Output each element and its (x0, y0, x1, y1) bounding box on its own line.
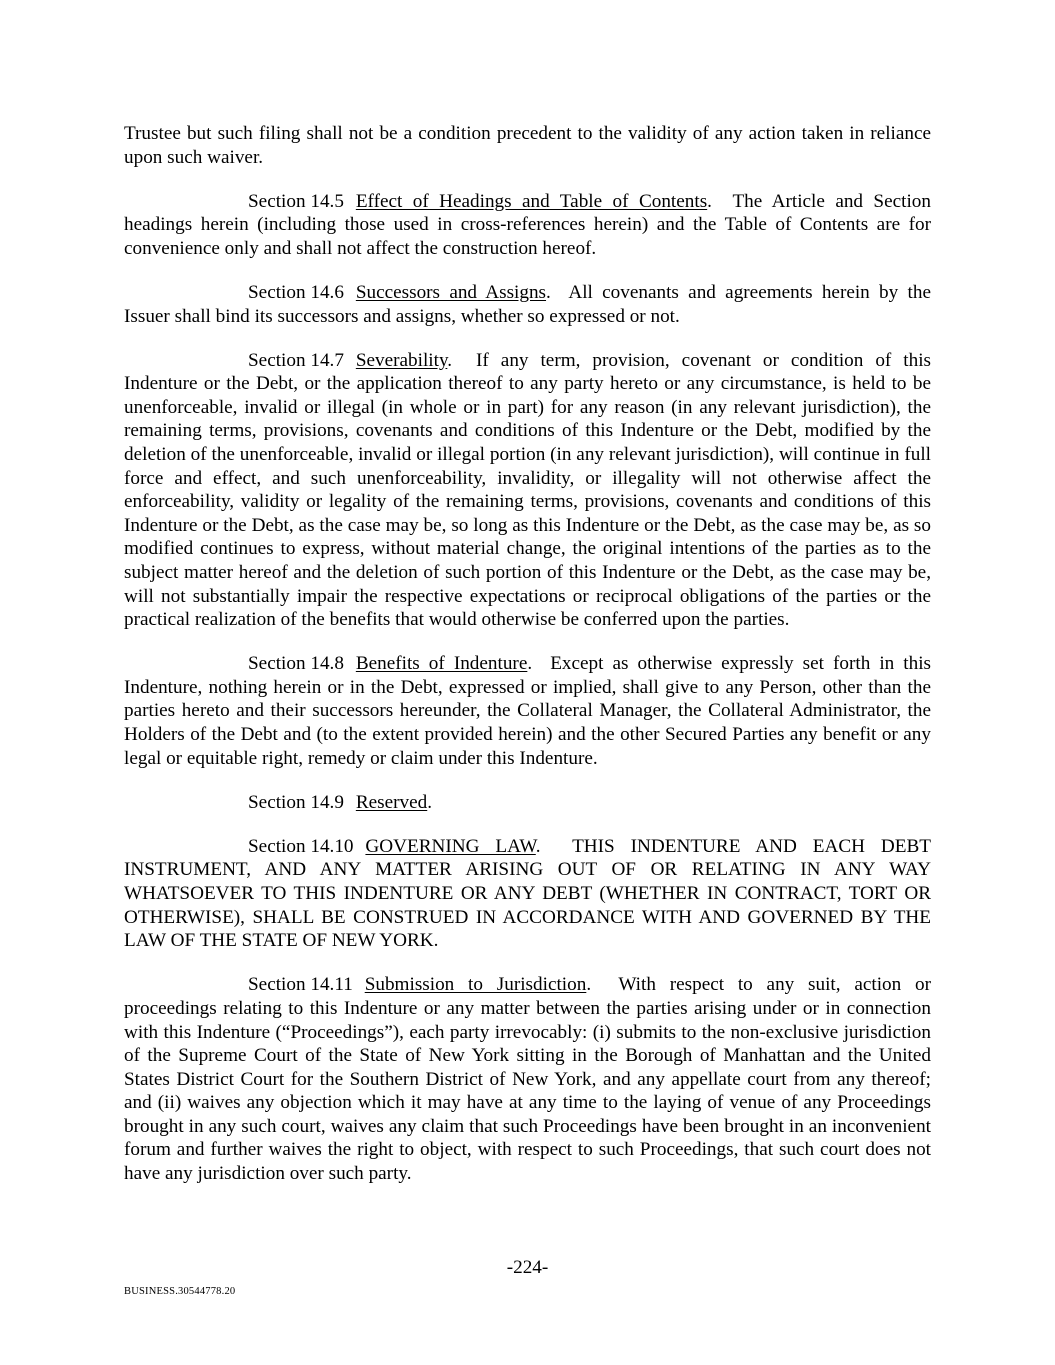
section-text: THIS INDENTURE AND EACH DEBT INSTRUMENT, AND ANY MATTER ARISING OUT OF OR RELATING IN ANY WAY WHATSOEVER TO THIS INDENTURE OR ANY DEBT (WHETHER IN CONTRACT, TORT OR OTHERWISE), SHALL BE CONSTRUED IN ACCORDANCE WITH AND GOVERNED BY THE LAW OF THE STATE OF NEW YORK. (124, 835, 931, 952)
section-14-7 (124, 349, 931, 632)
section-14-10 (124, 835, 931, 953)
section-number: Section 14.8 (248, 653, 344, 675)
section-heading: Successors and Assigns (355, 281, 547, 303)
section-number: Section 14.7 (248, 349, 344, 371)
section-14-11 (124, 973, 931, 1185)
section-heading: Effect of Headings and Table of Contents (355, 190, 708, 212)
section-number: Section 14.10 (248, 835, 354, 857)
section-heading: Reserved (355, 791, 428, 813)
heading-terminator: . (707, 190, 712, 212)
section-number: Section 14.6 (248, 281, 344, 303)
section-heading: Severability (355, 349, 448, 371)
section-14-9 (124, 791, 931, 815)
section-14-5 (124, 190, 931, 261)
section-text: With respect to any suit, action or proceedings relating to this Indenture or any matter between the parties arising under or in connection with this Indenture (“Proceedings”), each party irrevocably: (i) submits to the non-exclusive jurisdiction of the Supreme Court of the State of New York sitting in the Borough of Manhattan and the United States District Court for the Southern District of New York, and any appellate court from any thereof; and (ii) waives any objection which it may have at any time to the laying of venue of any Proceedings brought in any such court, waives any claim that such Proceedings have been brought in an inconvenient forum and further waives the right to object, with respect to such Proceedings, that such court does not have any jurisdiction over such party. (124, 974, 931, 1185)
heading-terminator: . (586, 974, 592, 996)
heading-terminator: . (427, 791, 433, 813)
document-body (124, 122, 931, 1206)
heading-terminator: . (447, 349, 453, 371)
section-number: Section 14.9 (248, 791, 344, 813)
section-heading: GOVERNING LAW (365, 835, 536, 857)
section-text: If any term, provision, covenant or condition of this Indenture or the Debt, or the application thereof to any party hereto or any circumstance, is held to be unenforceable, invalid or illegal (in whole or in part) for any reason (in any relevant jurisdiction), the remaining terms, provisions, covenants and conditions of this Indenture or the Debt, modified by the deletion of the unenforceable, invalid or illegal portion (in any relevant jurisdiction), will continue in full force and effect, and such unenforceability, invalidity, or illegality will not otherwise affect the enforceability, validity or legality of the remaining terms, provisions, covenants and conditions of this Indenture or the Debt, as the case may be, so long as this Indenture or the Debt, as the case may be, as so modified continues to express, without material change, the original intentions of the parties as to the subject matter hereof and the deletion of such portion of this Indenture or the Debt, as the case may be, will not substantially impair the respective expectations or reciprocal obligations of the parties or the practical realization of the benefits that would otherwise be conferred upon the parties. (124, 349, 931, 631)
section-text: The Article and Section headings herein (including those used in cross-references herein) and the Table of Contents are for convenience only and shall not affect the construction hereof. (124, 190, 931, 259)
section-text: All covenants and agreements herein by the Issuer shall bind its successors and assigns, whether so expressed or not. (124, 281, 931, 327)
section-heading: Submission to Jurisdiction (364, 974, 587, 996)
heading-terminator: . (527, 653, 533, 675)
document-id: BUSINESS.30544778.20 (124, 1286, 236, 1297)
section-number: Section 14.11 (248, 974, 353, 996)
section-heading: Benefits of Indenture (355, 653, 528, 675)
section-number: Section 14.5 (248, 190, 344, 212)
heading-terminator: . (546, 281, 551, 303)
section-text: Except as otherwise expressly set forth in this Indenture, nothing herein or in the Debt, expressed or implied, shall give to any Person, other than the parties hereto and their successors hereunder, the Collateral Manager, the Collateral Administrator, the Holders of the Debt and (to the extent provided herein) and the other Secured Parties any benefit or any legal or equitable right, remedy or claim under this Indenture. (124, 653, 931, 769)
page-number: -224- (506, 1257, 549, 1278)
heading-terminator: . (535, 835, 541, 857)
opening-paragraph: Trustee but such filing shall not be a condition precedent to the validity of any action taken in reliance upon such waiver. (124, 123, 931, 168)
section-14-8 (124, 652, 931, 770)
section-14-6 (124, 281, 931, 328)
